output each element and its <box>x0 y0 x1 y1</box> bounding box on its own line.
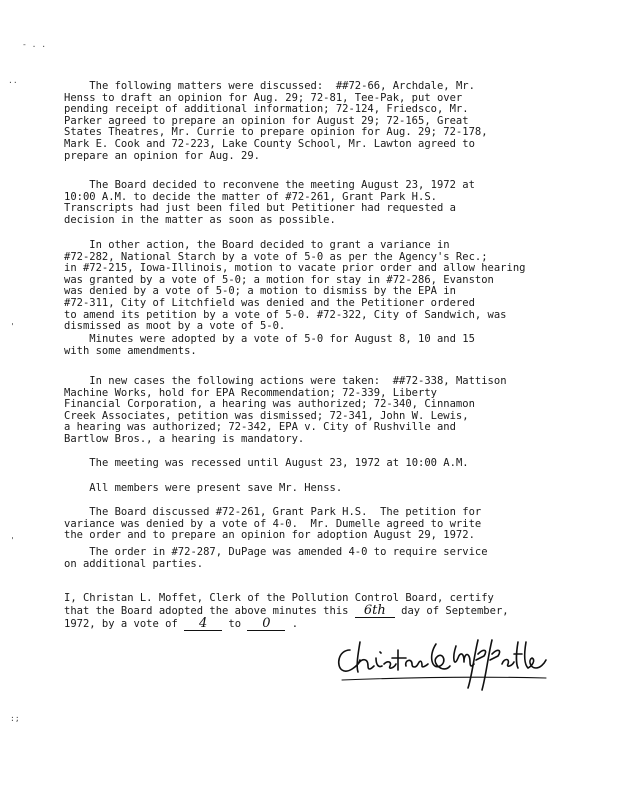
certification-line-2-post: day of September, <box>394 604 509 617</box>
certification-day: 6th <box>355 605 395 618</box>
paragraph-minutes: Minutes were adopted by a vote of 5-0 for August 8, 10 and 15 with some amendments. <box>64 333 475 357</box>
paragraph-dupage: The order in #72-287, DuPage was amended 4-0 to require service on additional parties. <box>64 546 488 570</box>
scan-mark-left-3: ' <box>10 536 15 545</box>
scan-mark-top: - . . <box>22 40 47 49</box>
certification-line-1: I, Christan L. Moffet, Clerk of the Pollution Control Board, certify <box>64 592 494 604</box>
paragraph-present: All members were present save Mr. Henss. <box>64 482 343 494</box>
paragraph-reconvene: The Board decided to reconvene the meeting August 23, 1972 at 10:00 A.M. to decide the matter of #72-261, Grant Park H.S. Transcripts had just been filed but Petitioner had requested a decision in the matter as soon as possible. <box>64 179 475 226</box>
certification-line-3-post: . <box>285 617 299 630</box>
clerk-signature <box>332 636 554 696</box>
certification-vote-against: 0 <box>247 618 285 631</box>
scan-mark-bottom: :; <box>10 714 20 723</box>
paragraph-new-cases: In new cases the following actions were taken: ##72-338, Mattison Machine Works, hold for EPA Recommendation; 72-339, Liberty Financial Corporation, a hearing was authorized; 72-340, Cinnamon Creek Associates, petition was dismissed; 72-341, John W. Lewis, a hearing was authorized; 72-342, EPA v. City of Rushville and Bartlow Bros., a hearing is mandatory. <box>64 375 507 445</box>
certification-line-3-mid: to <box>222 617 248 630</box>
scan-mark-left-1: .. <box>8 76 18 85</box>
certification-line-2-pre: that the Board adopted the above minutes this <box>64 604 355 617</box>
paragraph-recessed: The meeting was recessed until August 23, 1972 at 10:00 A.M. <box>64 457 469 469</box>
certification-line-3-pre: 1972, by a vote of <box>64 617 185 630</box>
paragraph-matters-discussed: The following matters were discussed: ##72-66, Archdale, Mr. Henss to draft an opinion for Aug. 29; 72-81, Tee-Pak, put over pending receipt of additional information; 72-124, Friedsco, Mr. Parker agreed to prepare an opinion for August 29; 72-165, Great States Theatres, Mr. Currie to prepare opinion for Aug. 29; 72-178, Mark E. Cook and 72-223, Lake County School, Mr. Lawton agreed to prepare an opinion for Aug. 29. <box>64 80 488 162</box>
certification-vote-for: 4 <box>184 618 222 631</box>
scan-mark-left-2: ' <box>10 322 15 331</box>
paragraph-grant-park: The Board discussed #72-261, Grant Park H.S. The petition for variance was denied by a vote of 4-0. Mr. Dumelle agreed to write the order and to prepare an opinion for adoption August 29, 1972. <box>64 506 482 542</box>
certification-block <box>64 593 584 631</box>
paragraph-other-action: In other action, the Board decided to grant a variance in #72-282, National Starch by a vote of 5-0 as per the Agency's Rec.; in #72-215, Iowa-Illinois, motion to vacate prior order and allow hearing was granted by a vote of 5-0; a motion for stay in #72-286, Evanston was denied by a vote of 5-0; a motion to dismiss by the EPA in #72-311, City of Litchfield was denied and the Petitioner ordered to amend its petition by a vote of 5-0. #72-322, City of Sandwich, was dismissed as moot by a vote of 5-0. <box>64 239 526 333</box>
